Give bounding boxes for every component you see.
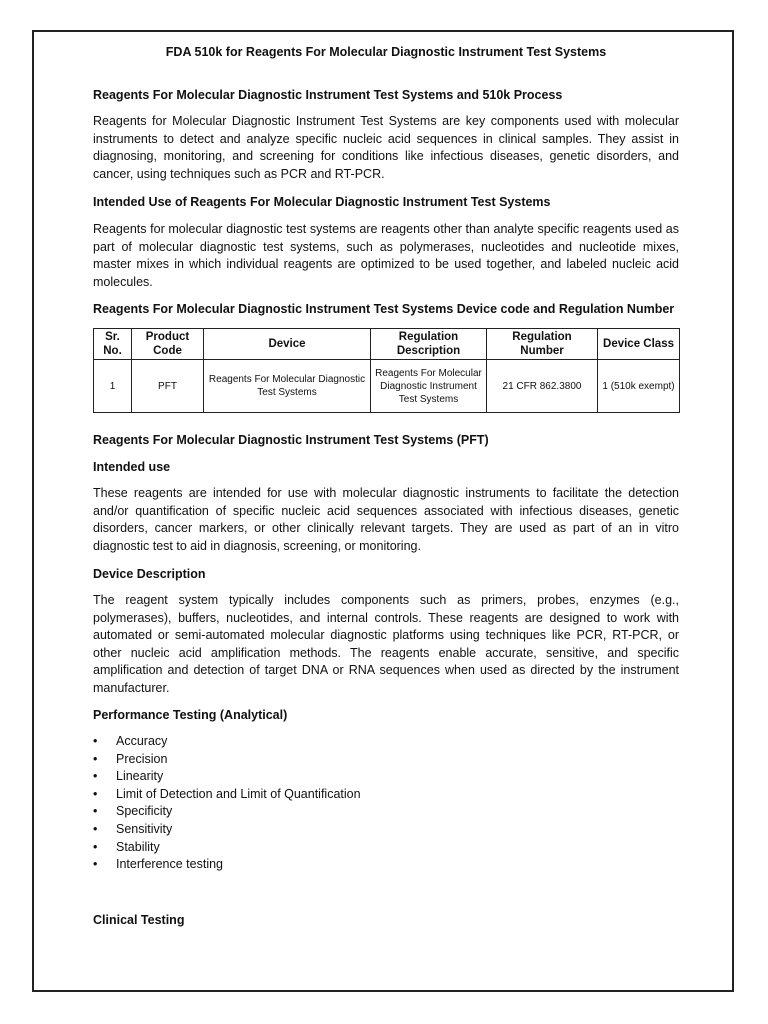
device-code-table [93, 328, 680, 413]
section-heading-pft: Reagents For Molecular Diagnostic Instrument Test Systems (PFT) [93, 433, 489, 447]
header-regulation-number: Regulation Number [487, 329, 598, 360]
bullet-icon: • [93, 786, 98, 801]
list-item-label: Stability [116, 839, 160, 854]
table-row [94, 360, 680, 413]
list-item [93, 733, 679, 751]
document-title: FDA 510k for Reagents For Molecular Diagnostic Instrument Test Systems [165, 45, 607, 59]
list-item-label: Specificity [116, 804, 173, 819]
header-sr-no: Sr. No. [94, 329, 132, 360]
list-item-label: Precision [116, 751, 168, 766]
header-device: Device [204, 329, 371, 360]
cell-regulation-description: Reagents For Molecular Diagnostic Instrument Test Systems [371, 360, 487, 413]
list-item [93, 786, 679, 804]
header-product-code: Product Code [132, 329, 204, 360]
table-header-row [94, 329, 680, 360]
cell-sr-no: 1 [94, 360, 132, 413]
section-body-intended-use: Reagents for molecular diagnostic test systems are reagents other than analyte specific reagents used as part of molecular diagnostic test systems, such as polymerases, nucleotides and nucleotide mixes, master mixes in which individual reagents are optimized to be used together, and labeled nucleic acid molecules. [93, 222, 679, 289]
subheading-performance-testing: Performance Testing (Analytical) [93, 708, 288, 722]
list-item [93, 839, 679, 857]
bullet-icon: • [93, 839, 98, 854]
list-item-label: Interference testing [116, 857, 224, 872]
section-heading-intended-use: Intended Use of Reagents For Molecular Diagnostic Instrument Test Systems [93, 195, 551, 209]
bullet-icon: • [93, 769, 98, 784]
performance-testing-list [93, 733, 679, 874]
cell-product-code: PFT [132, 360, 204, 413]
cell-device-class: 1 (510k exempt) [598, 360, 680, 413]
list-item-label: Accuracy [116, 734, 168, 748]
bullet-icon: • [93, 751, 98, 766]
list-item [93, 751, 679, 769]
section-heading-510k-process: Reagents For Molecular Diagnostic Instrument Test Systems and 510k Process [93, 88, 563, 102]
document-content [93, 40, 679, 928]
cell-device: Reagents For Molecular Diagnostic Test Systems [204, 360, 371, 413]
header-regulation-description: Regulation Description [371, 329, 487, 360]
device-description-body: The reagent system typically includes components such as primers, probes, enzymes (e.g., polymerases), buffers, nucleotides, and internal controls. These reagents are designed to work with automated or semi-automated molecular diagnostic platforms using techniques like PCR, RT-PCR, or other nucleic acid amplification methods. The reagents enable accurate, sensitive, and specific amplification and detection of target DNA or RNA sequences when used as directed by the instrument manufacturer. [93, 593, 679, 695]
list-item [93, 768, 679, 786]
list-item [93, 856, 679, 874]
list-item [93, 821, 679, 839]
intended-use-body: These reagents are intended for use with molecular diagnostic instruments to facilitate the detection and/or quantification of specific nucleic acid sequences associated with infectious diseases, genetic disorders, cancer markers, or other clinically relevant targets. They are used as part of an in vitro diagnostic test to aid in diagnosis, screening, or monitoring. [93, 486, 679, 553]
subheading-clinical-testing: Clinical Testing [93, 912, 185, 927]
subheading-intended-use: Intended use [93, 460, 171, 474]
list-item-label: Sensitivity [116, 821, 173, 836]
cell-regulation-number: 21 CFR 862.3800 [487, 360, 598, 413]
bullet-icon: • [93, 804, 98, 819]
bullet-icon: • [93, 734, 98, 748]
section-heading-device-code: Reagents For Molecular Diagnostic Instrument Test Systems Device code and Regulation Number [93, 302, 675, 316]
list-item-label: Limit of Detection and Limit of Quantification [116, 786, 361, 801]
header-device-class: Device Class [598, 329, 680, 360]
section-body-510k-process: Reagents for Molecular Diagnostic Instrument Test Systems are key components used with molecular instruments to detect and analyze specific nucleic acid sequences in clinical samples. They assist in diagnosing, monitoring, and screening for conditions like infectious diseases, genetic disorders, and cancer, using techniques such as PCR and RT-PCR. [93, 114, 679, 181]
list-item-label: Linearity [116, 769, 164, 784]
subheading-device-description: Device Description [93, 567, 206, 581]
bullet-icon: • [93, 821, 98, 836]
list-item [93, 803, 679, 821]
bullet-icon: • [93, 857, 98, 872]
